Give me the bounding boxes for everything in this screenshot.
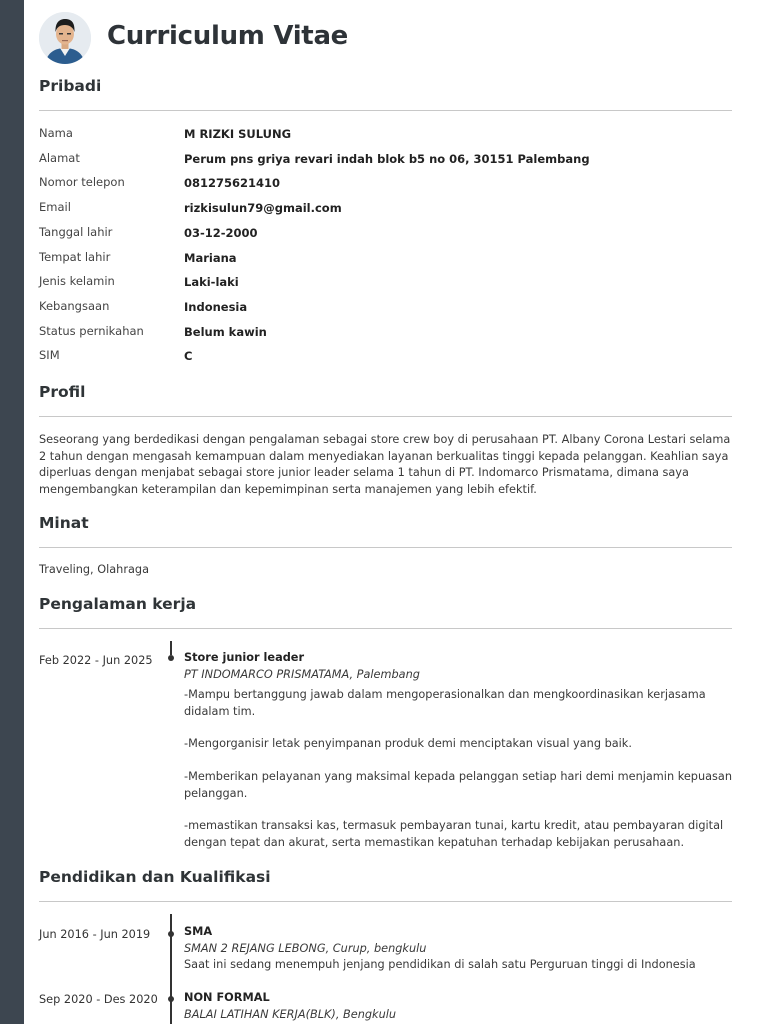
info-label: Alamat — [39, 150, 80, 165]
experience-entry — [184, 650, 732, 851]
info-value: Belum kawin — [184, 324, 267, 339]
info-label: Kebangsaan — [39, 298, 110, 313]
experience-date: Feb 2022 - Jun 2025 — [39, 654, 153, 667]
info-label: Nomor telepon — [39, 175, 125, 190]
experience-role: Store junior leader — [184, 651, 305, 664]
timeline-dot — [168, 655, 174, 661]
section-title: Pendidikan dan Kualifikasi — [39, 868, 271, 886]
info-label: SIM — [39, 348, 60, 363]
section-pengalaman — [39, 595, 732, 613]
interests-text: Traveling, Olahraga — [39, 563, 150, 576]
education-school: BALAI LATIHAN KERJA(BLK), Bengkulu — [184, 1007, 397, 1021]
experience-org: PT INDOMARCO PRISMATAMA, Palembang — [184, 667, 420, 681]
education-degree: SMA — [184, 925, 213, 938]
section-pribadi — [39, 77, 732, 95]
timeline-line — [170, 641, 172, 655]
section-divider — [39, 628, 732, 629]
experience-point: -memastikan transaksi kas, termasuk pembayaran tunai, kartu kredit, atau pembayaran digital dengan tepat dan akurat, serta memastikan kepatuhan terhadap kebijakan perusahaan. — [184, 819, 724, 849]
section-minat — [39, 514, 732, 532]
education-date: Jun 2016 - Jun 2019 — [39, 928, 151, 941]
section-divider — [39, 110, 732, 111]
section-title: Pengalaman kerja — [39, 595, 197, 613]
page-title: Curriculum Vitae — [107, 21, 349, 51]
info-label: Email — [39, 200, 71, 215]
sidebar-strip — [0, 0, 24, 1024]
info-value: Indonesia — [184, 299, 248, 314]
info-label: Nama — [39, 126, 73, 140]
info-label: Jenis kelamin — [39, 274, 115, 289]
section-title: Pribadi — [39, 77, 102, 95]
info-value: Laki-laki — [184, 275, 239, 290]
experience-point: -Mengorganisir letak penyimpanan produk demi menciptakan visual yang baik. — [184, 737, 632, 751]
education-entry — [184, 990, 732, 1023]
info-value: M RIZKI SULUNG — [184, 127, 292, 141]
info-value: Perum pns griya revari indah blok b5 no 06, 30151 Palembang — [184, 151, 590, 166]
section-pendidikan — [39, 868, 732, 886]
experience-point: -Memberikan pelayanan yang maksimal kepada pelanggan setiap hari demi menjamin kepuasan pelanggan. — [184, 769, 733, 800]
info-value: 03-12-2000 — [184, 225, 258, 240]
timeline-dot — [168, 931, 174, 937]
info-label: Status pernikahan — [39, 323, 144, 338]
education-date: Sep 2020 - Des 2020 — [39, 993, 158, 1006]
section-title: Minat — [39, 514, 89, 532]
profile-photo-icon — [39, 12, 91, 64]
section-title: Profil — [39, 383, 86, 401]
section-divider — [39, 547, 732, 548]
info-value: rizkisulun79@gmail.com — [184, 201, 342, 216]
education-degree: NON FORMAL — [184, 991, 270, 1004]
info-value: Mariana — [184, 250, 237, 265]
education-school: SMAN 2 REJANG LEBONG, Curup, bengkulu — [184, 941, 427, 955]
timeline-dot — [168, 996, 174, 1002]
info-label: Tempat lahir — [39, 249, 111, 264]
avatar — [39, 12, 91, 64]
education-desc: Saat ini sedang menempuh jenjang pendidikan di salah satu Perguruan tinggi di Indonesia — [184, 958, 696, 972]
section-profil — [39, 383, 732, 401]
info-label: Tanggal lahir — [39, 224, 113, 239]
education-entry — [184, 924, 732, 974]
section-divider — [39, 416, 732, 417]
info-value: 081275621410 — [184, 176, 281, 191]
info-value: C — [184, 349, 193, 364]
section-divider — [39, 901, 732, 902]
experience-point: -Mampu bertanggung jawab dalam mengoperasionalkan dan mengkoordinasikan kerjasama didalam tim. — [184, 688, 706, 718]
profile-text: Seseorang yang berdedikasi dengan pengalaman sebagai store crew boy di perusahaan PT. Albany Corona Lestari selama 2 tahun dengan mengasah kemampuan dalam menyediakan layanan berkualitas tinggi kepada pelanggan. Keahlian saya diperluas dengan menjabat sebagai store junior leader selama 1 tahun di PT. Indomarco Prismatama, dimana saya mengembangkan keterampilan dan kepemimpinan serta manajemen yang lebih efektif. — [39, 433, 731, 496]
